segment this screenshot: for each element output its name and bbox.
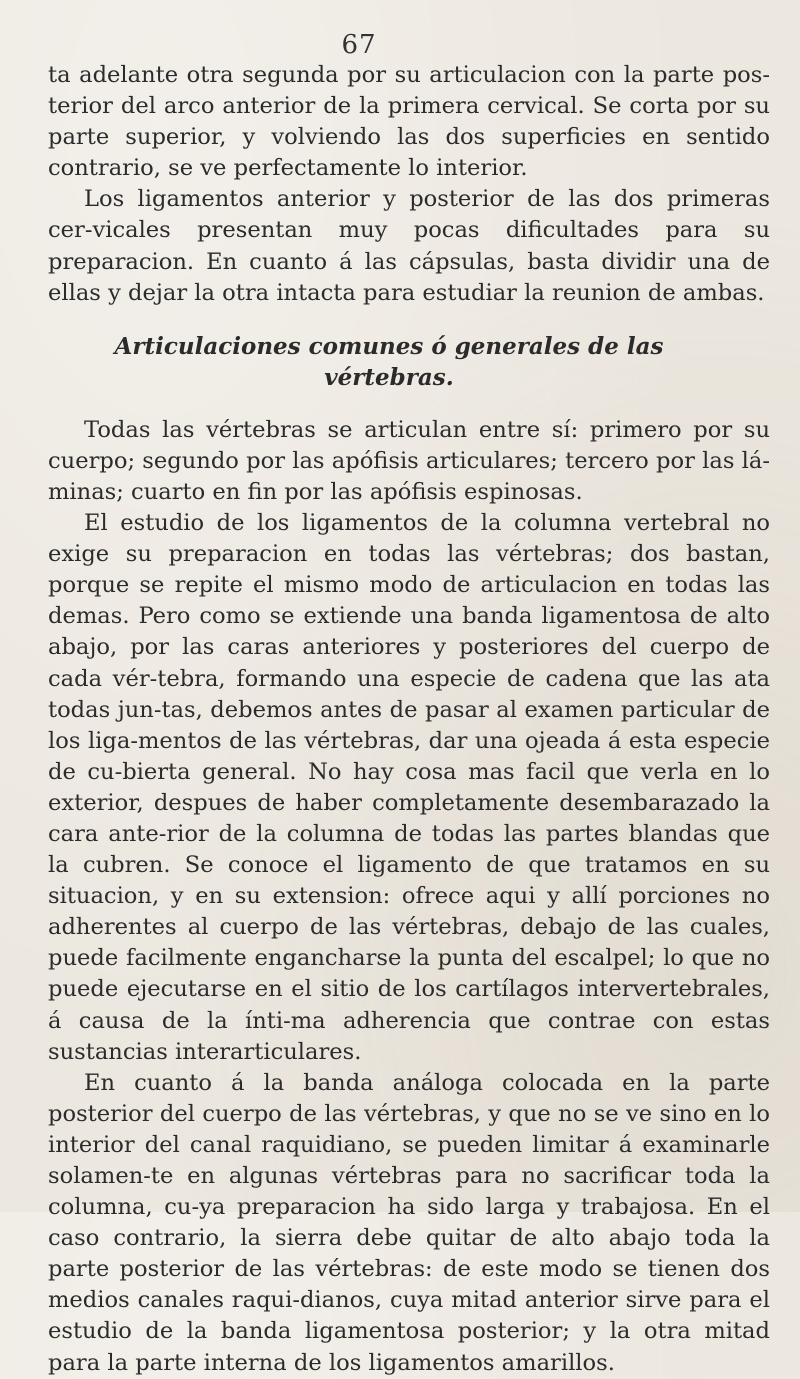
paragraph-ligamentos-cervicales: Los ligamentos anterior y posterior de las dos primeras cer-vicales presentan muy pocas dificultades para su preparacion. En cuanto á las cápsulas, basta dividir una de ellas y dejar la otra intacta para estudiar la reunion de ambas. xyxy=(48,186,770,306)
paragraph-ligamento-anterior: El estudio de los ligamentos de la columna vertebral no exige su preparacion en todas las vértebras; dos bastan, porque se repite el mismo modo de articulacion en todas las demas. Pero como se extiende una banda ligamentosa de alto abajo, por las caras anteriores y posteriores del cuerpo de cada vér-tebra, formando una especie de cadena que las ata todas jun-tas, debemos antes de pasar al examen particular de los liga-mentos de las vértebras, dar una ojeada á esta especie de cu-bierta general. No hay cosa mas facil que verla en lo exterior, despues de haber completamente desembarazado la cara ante-rior de la columna de todas las partes blandas que la cubren. Se conoce el ligamento de que tratamos en su situacion, y en su extension: ofrece aqui y allí porciones no adherentes al cuerpo de las vértebras, debajo de las cuales, puede facilmente engancharse la punta del escalpel; lo que no puede ejecutarse en el sitio de los cartílagos intervertebrales, á causa de la ínti-ma adherencia que contrae con estas sustancias interarticulares. xyxy=(48,510,770,1065)
paragraph-continuation: ta adelante otra segunda por su articulacion con la parte pos-terior del arco anterior de la primera cervical. Se corta por su parte superior, y volviendo las dos superficies en sentido contrario, se ve perfectamente lo interior. xyxy=(48,62,770,182)
body-text xyxy=(48,60,770,1379)
section-heading: Articulaciones comunes ó generales de las vértebras. xyxy=(114,332,664,391)
paragraph-banda-posterior: En cuanto á la banda análoga colocada en la parte posterior del cuerpo de las vértebras, y que no se ve sino en lo interior del canal raquidiano, se pueden limitar á examinarle solamen-te en algunas vértebras para no sacrificar toda la columna, cu-ya preparacion ha sido larga y trabajosa. En el caso contrario, la sierra debe quitar de alto abajo toda la parte posterior de las vértebras: de este modo se tienen dos medios canales raqui-dianos, cuya mitad anterior sirve para el estudio de la banda ligamentosa posterior; y la otra mitad para la parte interna de los ligamentos amarillos. xyxy=(48,1069,770,1376)
page-number: 67 xyxy=(341,30,377,60)
paragraph-articulaciones: Todas las vértebras se articulan entre sí: primero por su cuerpo; segundo por las apófisis articulares; tercero por las lá-minas; cuarto en fin por las apófisis espinosas. xyxy=(48,416,770,505)
